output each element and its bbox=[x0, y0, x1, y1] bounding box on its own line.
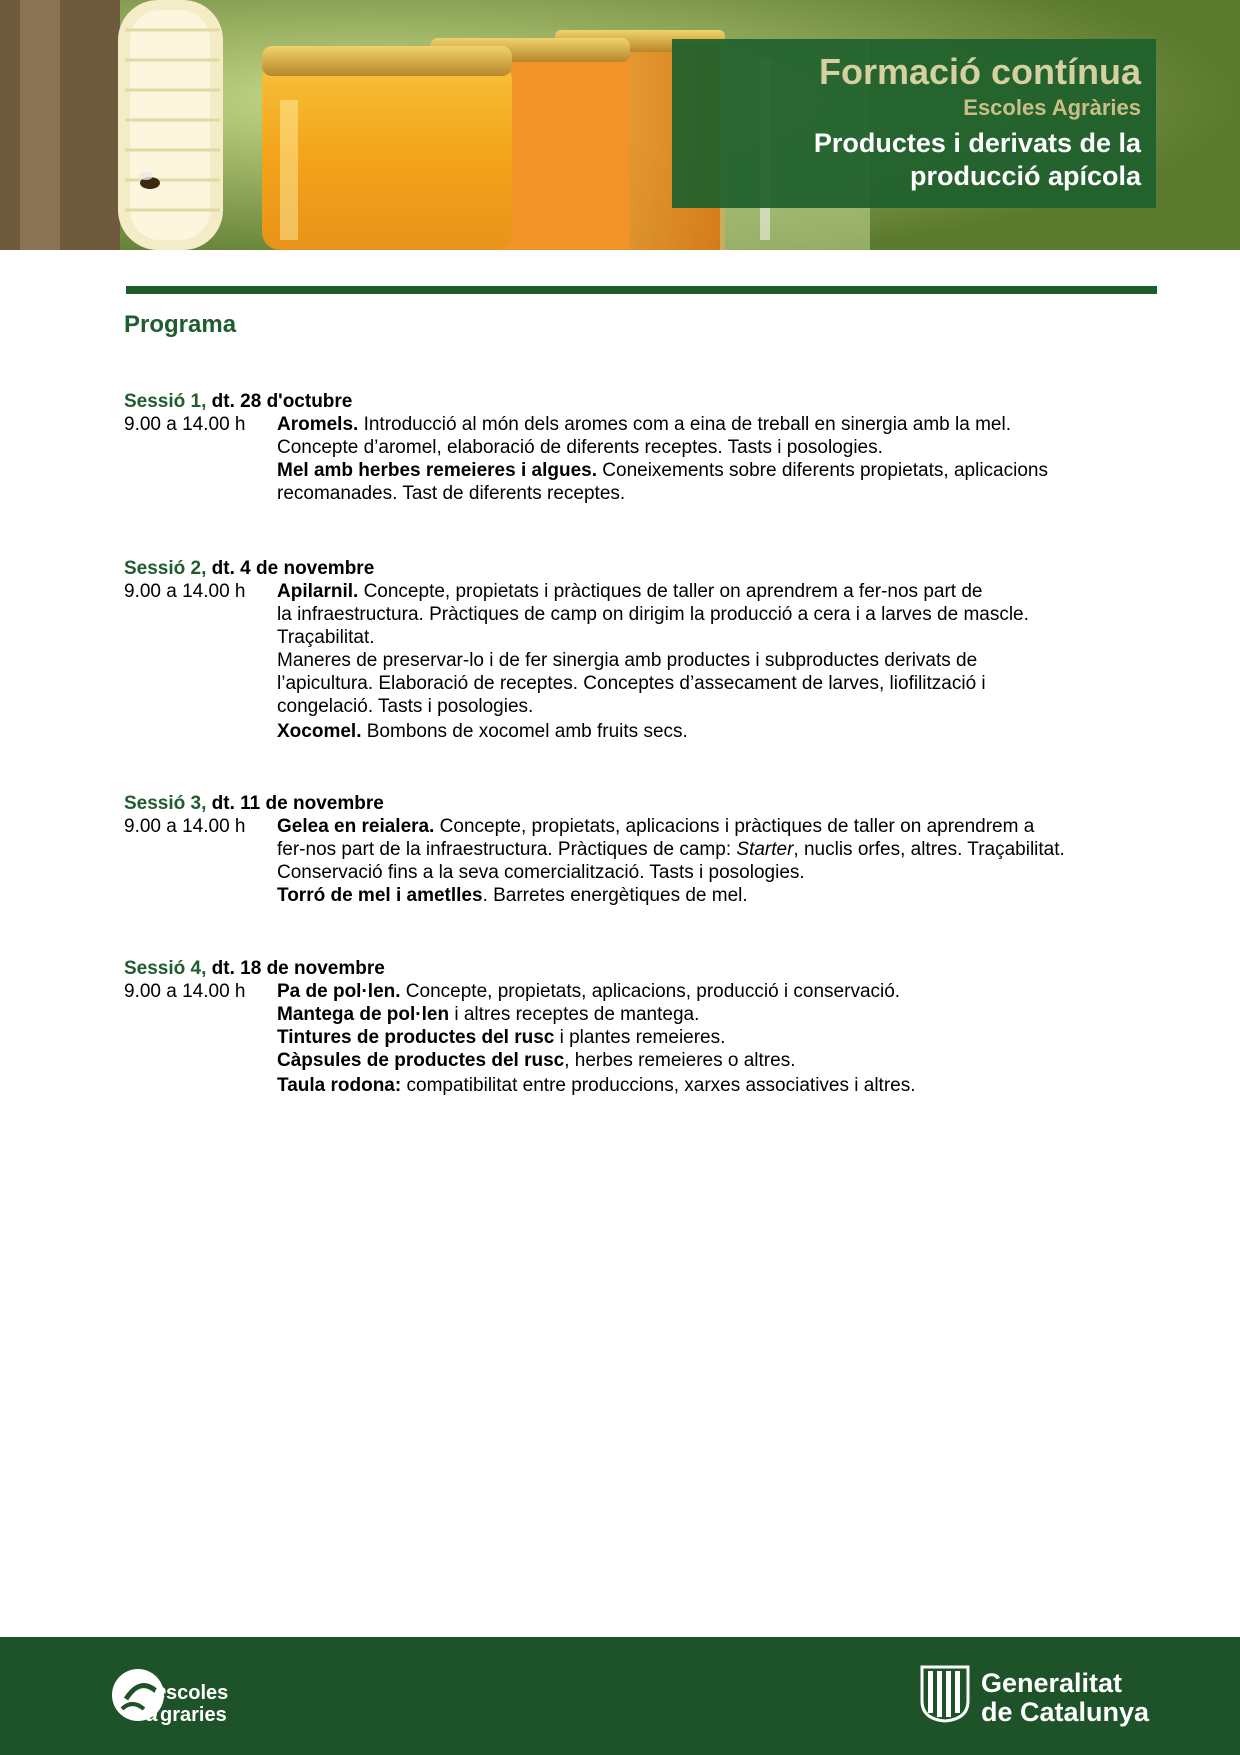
session-3 bbox=[124, 792, 1164, 907]
program-heading: Programa bbox=[124, 311, 237, 338]
session-time: 9.00 a 14.00 h bbox=[124, 981, 246, 1002]
svg-text:scoles: scoles bbox=[166, 1682, 229, 1704]
session-description bbox=[277, 980, 1157, 1097]
session-description bbox=[277, 580, 1157, 743]
footer bbox=[0, 1637, 1240, 1755]
course-title bbox=[672, 127, 1141, 193]
svg-text:graries: graries bbox=[160, 1704, 227, 1726]
session-line: Pa de pol·len. Concepte, propietats, aplicacions, producció i conservació. bbox=[277, 981, 901, 1002]
svg-text:a: a bbox=[146, 1701, 159, 1726]
session-date: dt. 4 de novembre bbox=[211, 558, 375, 579]
session-line: l’apicultura. Elaboració de receptes. Conceptes d’assecament de larves, liofilització i bbox=[277, 673, 986, 694]
course-title-line-1: Productes i derivats de la bbox=[813, 127, 1141, 158]
session-line: fer-nos part de la infraestructura. Pràctiques de camp: Starter, nuclis orfes, altres. Traçabilitat. bbox=[277, 839, 1065, 860]
svg-text:e: e bbox=[154, 1679, 167, 1704]
session-line: Maneres de preservar-lo i de fer sinergia amb productes i subproductes derivats de bbox=[277, 650, 978, 671]
session-line: Concepte d’aromel, elaboració de diferents receptes. Tasts i posologies. bbox=[277, 437, 883, 458]
generalitat-logo-text: Generalitat de Catalunya bbox=[981, 1668, 1150, 1727]
course-title-line-2: producció apícola bbox=[909, 160, 1141, 191]
session-line: Mantega de pol·len i altres receptes de mantega. bbox=[277, 1004, 700, 1025]
session-heading bbox=[124, 390, 1164, 413]
session-description bbox=[277, 413, 1157, 505]
session-line: recomanades. Tast de diferents receptes. bbox=[277, 483, 626, 504]
generalitat-emblem-icon bbox=[920, 1665, 970, 1723]
session-time: 9.00 a 14.00 h bbox=[124, 581, 246, 602]
header-banner bbox=[0, 0, 1240, 250]
title-box bbox=[672, 39, 1156, 208]
session-line: Aromels. Introducció al món dels aromes com a eina de treball en sinergia amb la mel. bbox=[277, 414, 1011, 435]
session-heading bbox=[124, 557, 1164, 580]
session-line: Xocomel. Bombons de xocomel amb fruits secs. bbox=[277, 721, 688, 742]
session-4 bbox=[124, 957, 1164, 1097]
session-line: la infraestructura. Pràctiques de camp on dirigim la producció a cera i a larves de mascle. bbox=[277, 604, 1029, 625]
session-time: 9.00 a 14.00 h bbox=[124, 414, 246, 435]
page-subtitle: Escoles Agràries bbox=[963, 94, 1141, 120]
session-date: dt. 18 de novembre bbox=[211, 958, 385, 979]
session-heading bbox=[124, 957, 1164, 980]
session-heading bbox=[124, 792, 1164, 815]
session-label: Sessió 1, bbox=[124, 391, 207, 412]
session-description bbox=[277, 815, 1157, 907]
session-2 bbox=[124, 557, 1164, 743]
session-line: Taula rodona: compatibilitat entre produccions, xarxes associatives i altres. bbox=[277, 1075, 916, 1096]
page-title: Formació contínua bbox=[818, 51, 1141, 92]
session-label: Sessió 4, bbox=[124, 958, 207, 979]
escoles-agraries-logo bbox=[108, 1659, 238, 1739]
session-line: congelació. Tasts i posologies. bbox=[277, 696, 534, 717]
session-date: dt. 28 d'octubre bbox=[211, 391, 353, 412]
session-line: Conservació fins a la seva comercialització. Tasts i posologies. bbox=[277, 862, 805, 883]
session-1 bbox=[124, 390, 1164, 505]
session-line: Traçabilitat. bbox=[277, 627, 375, 648]
session-line: Tintures de productes del rusc i plantes remeieres. bbox=[277, 1027, 726, 1048]
session-line: Gelea en reialera. Concepte, propietats, aplicacions i pràctiques de taller on aprendrem a bbox=[277, 816, 1035, 837]
session-date: dt. 11 de novembre bbox=[211, 793, 384, 814]
session-time: 9.00 a 14.00 h bbox=[124, 816, 246, 837]
session-label: Sessió 3, bbox=[124, 793, 207, 814]
session-line: Apilarnil. Concepte, propietats i pràctiques de taller on aprendrem a fer-nos part de bbox=[277, 581, 983, 602]
session-line: Càpsules de productes del rusc, herbes remeieres o altres. bbox=[277, 1050, 796, 1071]
session-line: Mel amb herbes remeieres i algues. Coneixements sobre diferents propietats, aplicacions bbox=[277, 460, 1048, 481]
session-label: Sessió 2, bbox=[124, 558, 207, 579]
section-divider bbox=[126, 286, 1157, 294]
session-line: Torró de mel i ametlles. Barretes energètiques de mel. bbox=[277, 885, 748, 906]
